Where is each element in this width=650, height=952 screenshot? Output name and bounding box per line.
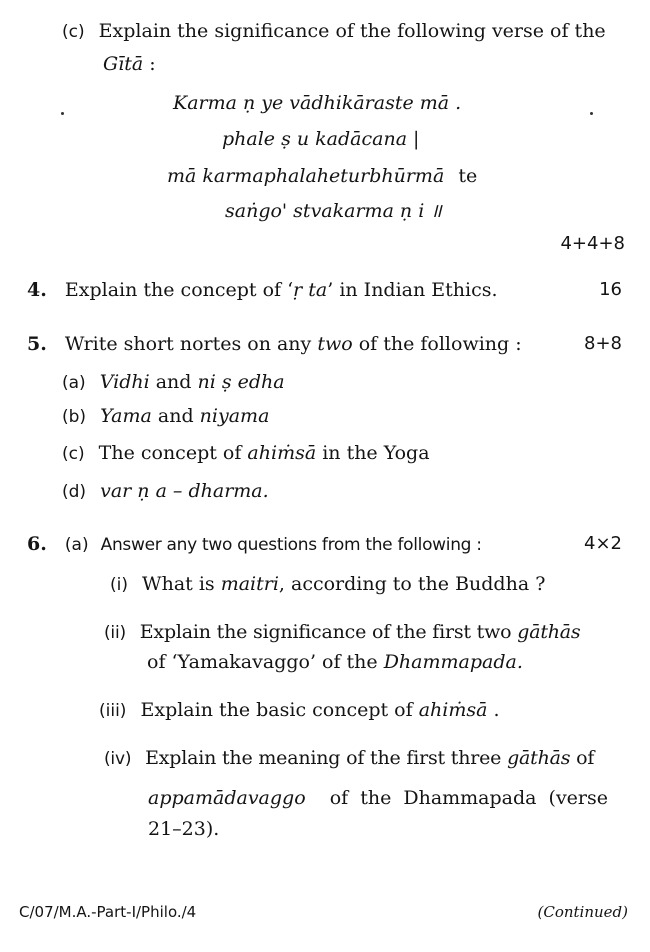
verse-line-3-text: mā karmaphalaheturbhūrmā	[167, 165, 445, 187]
q5-item-c-text-a: The concept of	[98, 442, 248, 464]
appamadavaggo-term: appamādavaggo	[148, 787, 306, 809]
maitri-term: maitri	[220, 573, 279, 595]
q5-item-d-label: (d)	[62, 482, 87, 502]
vidhi-term: Vidhi	[99, 371, 150, 393]
q4-marks: 16	[599, 279, 622, 300]
varna-dharma-term: var ṇ a – dharma.	[100, 480, 269, 502]
q4-number: 4.	[27, 279, 47, 301]
q6-item-i-label: (i)	[110, 575, 128, 595]
q6-marks: 4×2	[584, 533, 622, 554]
q6-item-iv-label: (iv)	[104, 749, 132, 769]
q5-item-d	[62, 479, 269, 504]
q3c-colon: :	[149, 53, 156, 75]
q6-label: (a)	[64, 535, 89, 555]
q6-item-iv	[104, 746, 594, 771]
q6-item-i	[110, 572, 545, 597]
q6-item-iv-line2	[148, 786, 608, 810]
q5-line	[27, 332, 522, 356]
q4-line	[27, 278, 498, 302]
footer-continued: (Continued)	[537, 903, 628, 921]
q5-item-b-label: (b)	[62, 407, 87, 427]
gathas-term-2: gāthās	[507, 747, 571, 769]
q6-item-iii-label: (iii)	[99, 701, 127, 721]
nisedha-term: ni ṣ edha	[197, 371, 285, 393]
q6-text: Answer any two questions from the following :	[100, 535, 482, 555]
q4-text-b: ’ in Indian Ethics.	[327, 279, 498, 301]
q5-item-a-label: (a)	[62, 373, 86, 393]
q3c-line1	[62, 19, 606, 44]
q5-item-b-and: and	[151, 405, 200, 427]
q5-item-a	[62, 370, 285, 395]
q5-item-c-label: (c)	[62, 444, 85, 464]
q5-marks: 8+8	[584, 333, 622, 354]
q5-item-a-and: and	[149, 371, 198, 393]
q6-item-i-text-a: What is	[142, 573, 221, 595]
gathas-term: gāthās	[517, 621, 581, 643]
q6-item-iv-text-b: of	[570, 747, 595, 769]
verse-line-3-end: te	[458, 165, 478, 187]
q6-item-iv-text-a: Explain the meaning of the first three	[145, 747, 508, 769]
q3c-marks: 4+4+8	[560, 233, 625, 254]
yama-term: Yama	[100, 405, 152, 427]
q5-text-a: Write short nortes on any	[64, 333, 312, 355]
q5-item-c-text-b: in the Yoga	[316, 442, 430, 464]
q6-item-ii-line2	[147, 650, 523, 674]
q6-item-iii-text-b: .	[487, 699, 500, 721]
niyama-term: niyama	[199, 405, 270, 427]
q5-item-c	[62, 441, 430, 466]
gita-term: Gītā	[103, 53, 144, 75]
q6-item-iv-text-c: of the Dhammapada (verse	[329, 787, 609, 809]
speck	[590, 112, 593, 115]
ahimsa-term: ahiṁsā	[247, 442, 317, 464]
q6-item-ii-text-b: of ‘Yamakavaggo’ of the	[147, 651, 384, 673]
q6-item-ii	[104, 620, 580, 645]
q6-item-ii-text-a: Explain the significance of the first two	[139, 621, 518, 643]
q5-number: 5.	[27, 333, 47, 355]
footer-code: C/07/M.A.-Part-I/Philo./4	[19, 903, 197, 921]
verse-line-2: phale ṣ u kadācana |	[222, 128, 420, 150]
q3c-text: Explain the significance of the following verse of the	[98, 20, 606, 42]
rta-term: ṛ ta	[293, 279, 328, 301]
verse-line-3	[167, 164, 477, 188]
q6-line	[27, 532, 482, 557]
q5-text-b: of the following :	[358, 333, 522, 355]
q3c-line2	[103, 52, 156, 76]
q6-item-ii-label: (ii)	[104, 623, 126, 643]
verse-line-4: saṅgo' stvakarma ṇ i ॥	[225, 200, 442, 222]
ahimsa-term-2: ahiṁsā	[418, 699, 488, 721]
verse-line-1: Karma ṇ ye vādhikāraste mā .	[173, 92, 462, 114]
q4-text-a: Explain the concept of ‘	[64, 279, 294, 301]
q6-item-iii-text-a: Explain the basic concept of	[140, 699, 419, 721]
q6-item-iii	[99, 698, 500, 723]
dhammapada-term: Dhammapada.	[383, 651, 523, 673]
q6-item-i-text-b: , according to the Buddha ?	[278, 573, 546, 595]
q6-number: 6.	[27, 533, 47, 555]
q3c-label: (c)	[62, 22, 85, 42]
q5-two: two	[317, 333, 353, 355]
q6-item-iv-line3: 21–23).	[148, 818, 220, 840]
speck	[61, 112, 64, 115]
q5-item-b	[62, 404, 269, 429]
